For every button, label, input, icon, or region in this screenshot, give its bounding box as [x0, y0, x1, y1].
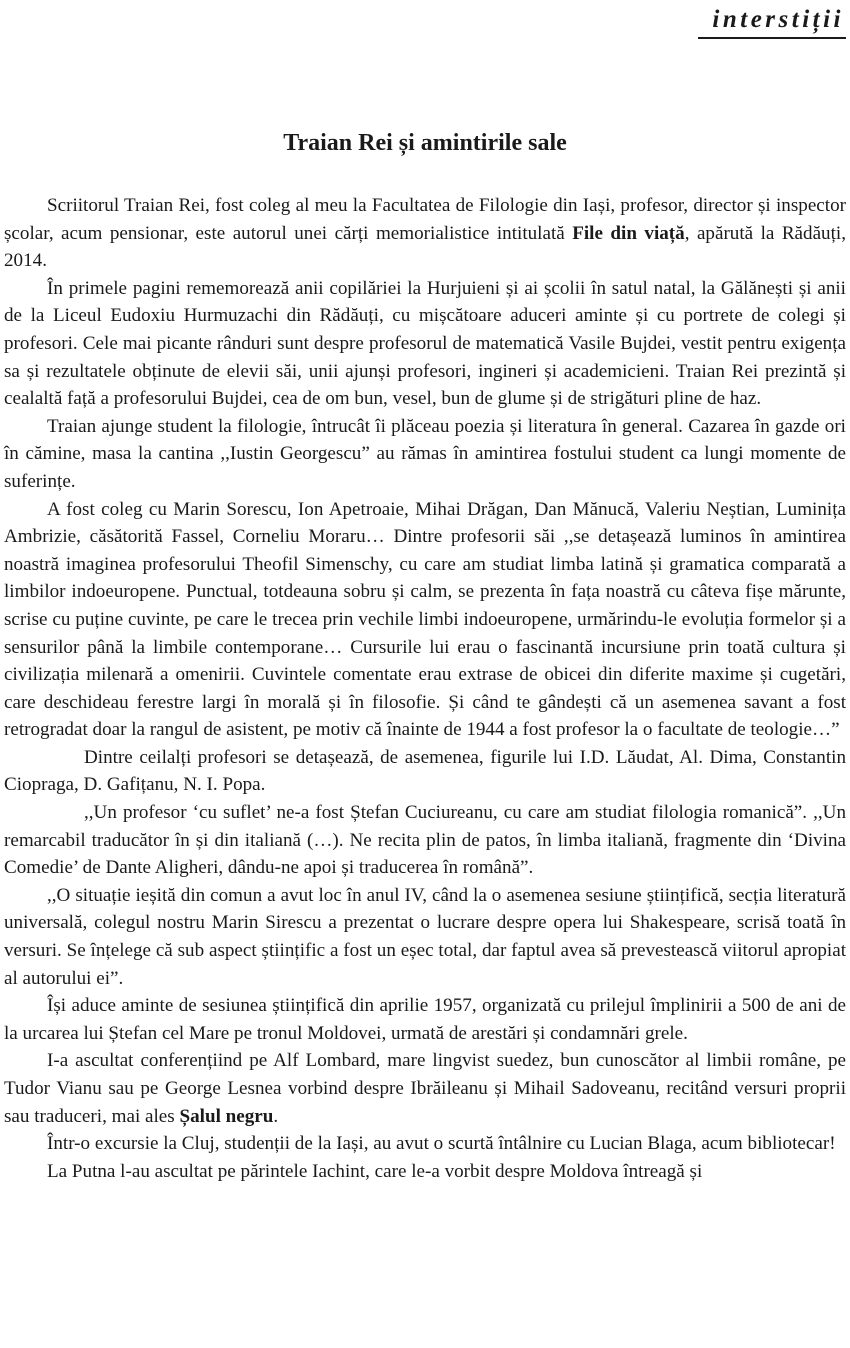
article-paragraph: [4, 992, 846, 1047]
paragraph-text: I-a ascultat conferențiind pe Alf Lombard, mare lingvist suedez, bun cunoscător al limbii române, pe Tudor Vianu sau pe George Lesnea vorbind despre Ibrăileanu și Mihail Sadoveanu, recitând versuri proprii sau traduceri, mai ales: [4, 1050, 846, 1127]
article-title: Traian Rei și amintirile sale: [283, 130, 567, 156]
bold-title-reference: Șalul negru: [179, 1105, 274, 1127]
article-paragraph: [4, 1047, 846, 1130]
article-paragraph: [4, 1158, 846, 1186]
article-paragraph: [4, 1130, 846, 1158]
paragraph-text: Într-o excursie la Cluj, studenții de la Iași, au avut o scurtă întâlnire cu Lucian Blaga, acum bibliotecar!: [47, 1133, 836, 1155]
paragraph-text: , apărută la Rădăuți, 2014.: [4, 222, 846, 272]
article-paragraph: [4, 192, 846, 275]
paragraph-text: Își aduce aminte de sesiunea științifică din aprilie 1957, organizată cu prilejul împlinirii a 500 de ani de la urcarea lui Ștefan cel Mare pe tronul Moldovei, urmată de arestări și condamnări grele.: [4, 995, 846, 1044]
bold-title-reference: File din viață: [572, 222, 685, 244]
article-paragraph: [4, 413, 846, 496]
paragraph-text: La Putna l-au ascultat pe părintele Iachint, care le-a vorbit despre Moldova întreagă și: [47, 1160, 703, 1182]
article-paragraph: [4, 275, 846, 413]
article-paragraph: [4, 496, 846, 744]
paragraph-text: .: [273, 1105, 279, 1127]
paragraph-text: ,,Un profesor ‘cu suflet’ ne-a fost Ștefan Cuciureanu, cu care am studiat filologia romanică”. ,,Un remarcabil traducător în și din italiană (…). Ne recita plin de patos, în limba italiană, fragmente din ‘Divina Comedie’ de Dante Aligheri, dându-ne apoi și traducerea în română”.: [4, 802, 846, 879]
section-label-underline: [698, 37, 846, 39]
article-paragraph: [4, 744, 846, 799]
article-paragraph: [4, 799, 846, 882]
paragraph-text: În primele pagini rememorează anii copilăriei la Hurjuieni și ai școlii în satul natal, la Gălănești și anii de la Liceul Eudoxiu Hurmuzachi din Rădăuți, cu mișcătoare aduceri aminte și cu portrete de colegi și profesori. Cele mai picante rânduri sunt despre profesorul de matematică Vasile Bujdei, vestit pentru exigența sa și rezultatele obținute de elevii săi, unii ajunși profesori, ingineri și academicieni. Traian Rei prezintă și cealaltă față a profesorului Bujdei, cea de om bun, vesel, bun de glume și de strigături pline de haz.: [4, 277, 846, 410]
section-label: interstiții: [712, 6, 844, 33]
paragraph-text: A fost coleg cu Marin Sorescu, Ion Apetroaie, Mihai Drăgan, Dan Mănucă, Valeriu Neștian, Luminița Ambrizie, căsătorită Fassel, Corneliu Moraru… Dintre profesorii săi ,,se detașează luminos în amintirea noastră imaginea profesorului Theofil Simenschy, cu care am studiat limba latină și gramatica comparată a limbilor indoeuropene. Punctual, totdeauna sobru și calm, se prezenta în fața noastră cu câteva fișe mărunte, scrise cu puține cuvinte, pe care le trecea prin vechile limbi indoeuropene, urmărindu-le evoluția formelor și a sensurilor până la limbile contemporane… Cursurile lui erau o fascinantă incursiune prin toată cultura și civilizația milenară a omenirii. Cuvintele comentate erau extrase de obicei din diferite maxime și cugetări, care deschideau ferestre largi în morală și în filosofie. Și când te gândești că un asemenea savant a fost retrogradat doar la rangul de asistent, pe motiv că înainte de 1944 a fost profesor la o facultate de teologie…”: [4, 498, 846, 741]
paragraph-text: Dintre ceilalți profesori se detașează, de asemenea, figurile lui I.D. Lăudat, Al. Dima, Constantin Ciopraga, D. Gafițanu, N. I. Popa.: [4, 746, 846, 796]
article-paragraph: [4, 882, 846, 992]
paragraph-text: Scriitorul Traian Rei, fost coleg al meu la Facultatea de Filologie din Iași, profesor, director și inspector școlar, acum pensionar, este autorul unei cărți memorialistice intitulată: [4, 195, 846, 244]
paragraph-text: Traian ajunge student la filologie, întrucât îi plăceau poezia și literatura în general. Cazarea în gazde ori în cămine, masa la cantina ,,Iustin Georgescu” au rămas în amintirea fostului student ca lungi momente de suferințe.: [4, 415, 846, 492]
paragraph-text: ,,O situație ieșită din comun a avut loc în anul IV, când la o asemenea sesiune științifică, secția literatură universală, colegul nostru Marin Sirescu a prezentat o lucrare despre opera lui Shakespeare, scrisă toată în versuri. Se înțelege că sub aspect științific a fost un eșec total, dar faptul avea să prevestească viitorul apropiat al autorului ei”.: [4, 884, 846, 989]
article-body: [4, 192, 846, 1185]
